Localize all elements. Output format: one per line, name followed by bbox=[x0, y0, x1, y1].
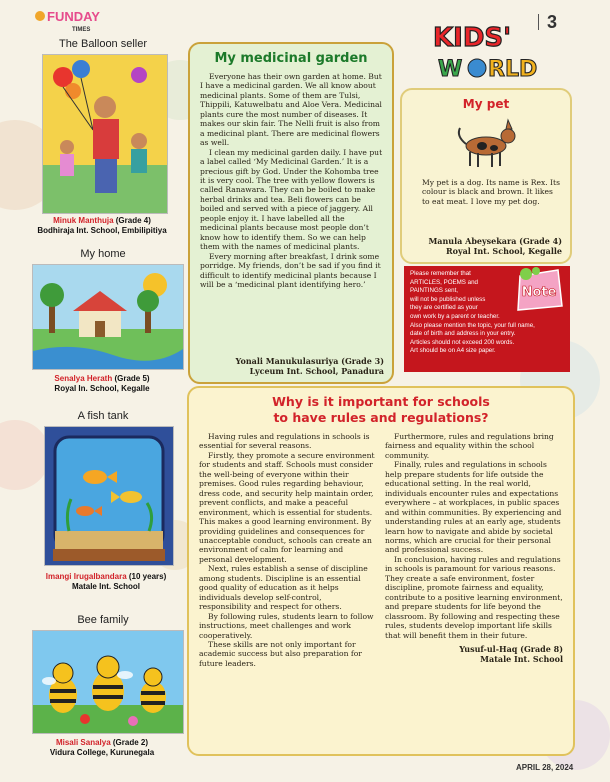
svg-text:KIDS': KIDS' bbox=[433, 23, 512, 53]
author-name: Manula Abeysekara (Grade 4) bbox=[428, 236, 562, 246]
my-pet-title: My pet bbox=[462, 97, 510, 111]
artwork-title: Bee family bbox=[77, 614, 129, 626]
submission-note bbox=[404, 266, 570, 372]
paragraph: Having rules and regulations in schools is essential for several reasons. bbox=[199, 432, 370, 451]
funday-times-logo bbox=[34, 6, 134, 36]
kids-world-logo bbox=[430, 14, 538, 86]
artwork-image-my-home bbox=[32, 264, 184, 370]
paragraph: Everyone has their own garden at home. But I have a medicinal garden. We all know about medicinal plants. Some of them are Tulsi, Thippili, Katuwelbatu and Aloe Vera. Medicinal plants cure the most number of diseases. It makes our skin fair. The Nelli fruit is also from a medicinal plant. There are medicinal flowers as well. bbox=[200, 72, 382, 148]
artist-name: Minuk Manthuja bbox=[53, 216, 114, 225]
rules-title-line1: Why is it important for schools bbox=[272, 394, 490, 409]
paragraph: Next, rules establish a sense of discipline among students. Discipline is an essential good quality of education as it helps individuals develop self-control, responsibility and respect for others. bbox=[199, 564, 368, 612]
artwork-title: The Balloon seller bbox=[58, 38, 148, 50]
artwork-title: A fish tank bbox=[77, 410, 129, 422]
author-school: Royal Int. School, Kegalle bbox=[445, 246, 562, 256]
artwork-credit bbox=[22, 374, 182, 394]
medicinal-garden-panel bbox=[188, 42, 394, 384]
artwork-credit bbox=[22, 738, 182, 758]
author-block bbox=[428, 236, 562, 256]
artist-school: Royal In. School, Kegalle bbox=[54, 384, 150, 393]
rules-column-right bbox=[385, 432, 563, 668]
artwork-image-balloon-seller bbox=[42, 54, 168, 214]
paragraph: These skills are not only important for academic success but also preparation for future leaders. bbox=[199, 639, 362, 668]
paragraph: Firstly, they promote a secure environment for students and staff. Schools must consider the well-being of everyone within their premises. Good rules regarding behaviour, dress code, and security help maintain order, prevent conflicts, and make a peaceful environment, which is essential for students. This makes a good learning environment. By providing guidelines and consequences for unacceptable conduct, schools can create an environment of calm for learning and personal development. bbox=[199, 450, 375, 564]
my-pet-body: My pet is a dog. Its name is Rex. Its colour is black and brown. It likes to eat meat. I love my pet dog. bbox=[422, 178, 561, 206]
artist-school: Vidura College, Kurunegala bbox=[49, 748, 155, 757]
note-line: Art should be on A4 size paper. bbox=[410, 347, 496, 355]
artwork-credit bbox=[22, 572, 190, 592]
artist-grade: (Grade 4) bbox=[113, 216, 151, 225]
svg-text:W: W bbox=[438, 57, 463, 82]
paragraph: Every morning after breakfast, I drink some porridge. My friends, don’t be sad if you find it difficult to identify medicinal plants because I will be a ‘medicinal plant identifying hero.’ bbox=[200, 251, 381, 289]
author-school: Lyceum Int. School, Panadura bbox=[249, 366, 384, 376]
note-badge-text: Note bbox=[521, 285, 557, 300]
medicinal-garden-title: My medicinal garden bbox=[214, 51, 368, 66]
page-number: 3 bbox=[538, 12, 557, 33]
rules-article-columns bbox=[189, 426, 573, 668]
artist-school: Matale Int. School bbox=[71, 582, 140, 591]
note-line: date of birth and address in your entry. bbox=[410, 330, 516, 338]
funday-logo-text: FUNDAY bbox=[47, 9, 100, 24]
note-badge bbox=[514, 268, 564, 312]
funday-logo-sub: TIMES bbox=[72, 27, 91, 33]
artist-name: Senalya Herath bbox=[54, 374, 113, 383]
rules-article-title bbox=[189, 394, 573, 426]
paragraph: Finally, rules and regulations in schools help prepare students for life outside the educational setting. In the real world, individuals encounter rules and expectations everywhere – at workplaces, in public spaces and within communities. By experiencing and understanding rules at an early age, students learn how to navigate and abide by societal norms, which are crucial for their personal and professional success. bbox=[385, 460, 562, 555]
note-line: Please remember that bbox=[410, 270, 471, 277]
author-name: Yonali Manukulasuriya (Grade 3) bbox=[235, 356, 384, 366]
artist-grade: (Grade 5) bbox=[112, 374, 150, 383]
rules-title-line2: to have rules and regulations? bbox=[273, 410, 489, 425]
author-block bbox=[385, 644, 563, 664]
artist-grade: (10 years) bbox=[126, 572, 167, 581]
rules-article-panel bbox=[187, 386, 575, 756]
medicinal-garden-body bbox=[190, 66, 392, 289]
artist-grade: (Grade 2) bbox=[110, 738, 149, 747]
note-line: Articles should not exceed 200 words. bbox=[410, 338, 515, 346]
artwork-image-bee-family bbox=[32, 630, 184, 734]
rules-column-left bbox=[199, 432, 375, 668]
author-school: Matale Int. School bbox=[480, 653, 563, 664]
paragraph: In conclusion, having rules and regulations in schools is paramount for various reasons. They create a safe environment, foster discipline, promote fairness and equality, contribute to a positive learning environment, and prepare students for life beyond the classroom. By following and respecting these rules, students develop important life skills that will benefit them in their future. bbox=[385, 554, 563, 640]
artist-name: Misali Sanalya bbox=[55, 738, 111, 747]
note-line: they are certified as your bbox=[410, 304, 478, 312]
note-line: own work by a parent or teacher. bbox=[410, 312, 500, 320]
paragraph: By following rules, students learn to follow instructions, meet challenges and work cooperatively. bbox=[199, 611, 374, 640]
my-pet-panel bbox=[400, 88, 572, 264]
artwork-title: My home bbox=[80, 248, 126, 260]
paragraph: Furthermore, rules and regulations bring fairness and equality within the school community. bbox=[385, 432, 554, 460]
paragraph: I clean my medicinal garden daily. I have put a label called ‘My Medicinal Garden.’ It is a precious gift by God. Under the Kohomba tree it is very cool. The tree with yellow flowers is called Ranawara. They can be boiled to make herbal drinks and tea. Beli flowers can be boiled and served with a piece of jaggery. All people enjoy it. I have labelled all the medicinal plants because most people don’t know how to identify them. So we can help them with the names of medicinal plants. bbox=[200, 147, 383, 252]
author-name: Yusuf-ul-Haq (Grade 8) bbox=[459, 643, 563, 654]
dog-drawing bbox=[446, 116, 526, 172]
artwork-credit bbox=[22, 216, 182, 236]
artist-name: Imangi Irugalbandara bbox=[45, 572, 127, 581]
artist-school: Bodhiraja Int. School, Embilipitiya bbox=[37, 226, 167, 235]
author-block bbox=[236, 356, 385, 376]
note-line: PAINTINGS sent, bbox=[410, 287, 459, 295]
note-line: Also please mention the topic, your full name, bbox=[410, 321, 535, 329]
issue-date: APRIL 28, 2024 bbox=[516, 763, 574, 772]
note-line: will not be published unless bbox=[410, 295, 486, 303]
note-line: ARTICLES, POEMS and bbox=[410, 278, 478, 286]
artwork-image-fish-tank bbox=[44, 426, 174, 566]
svg-text:RLD: RLD bbox=[488, 57, 538, 82]
